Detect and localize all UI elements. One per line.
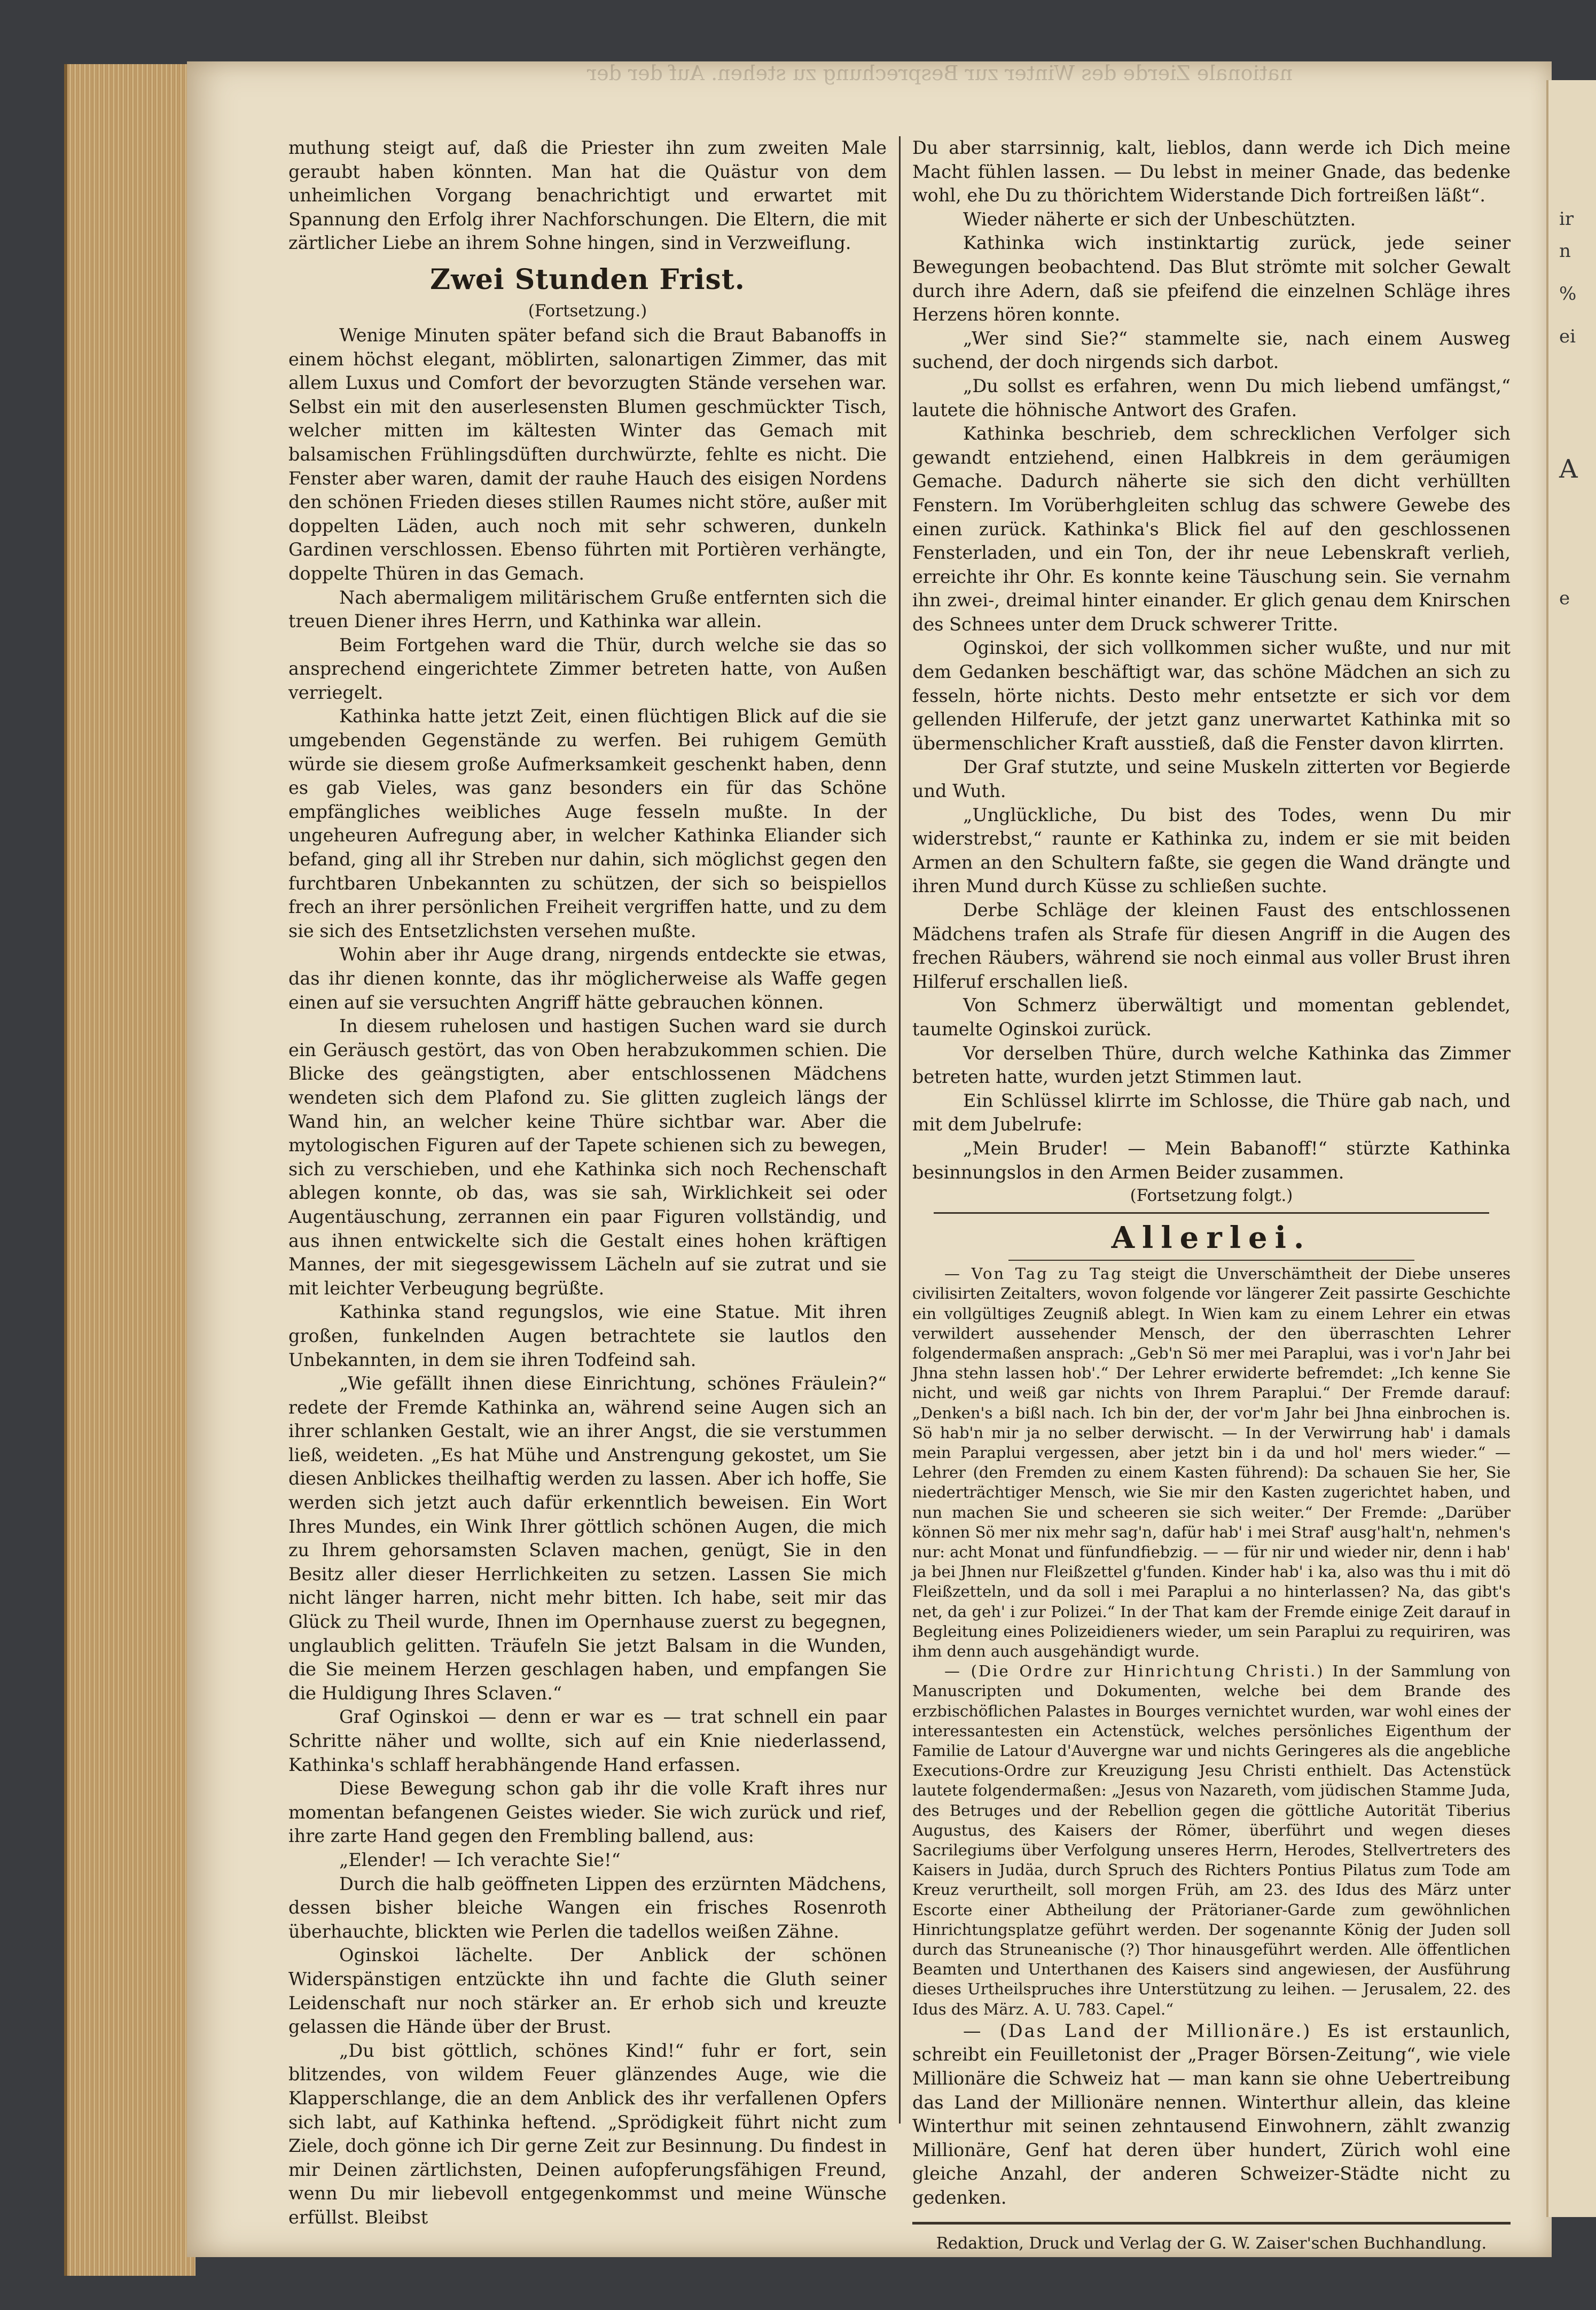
story-paragraph: „Mein Bruder! — Mein Babanoff!“ stürzte Kathinka besinnungslos in den Armen Beider zusammen.	[912, 1137, 1511, 1183]
story-paragraph: Wieder näherte er sich der Unbeschützten.	[963, 208, 1356, 230]
story-paragraph: Vor derselben Thüre, durch welche Kathinka das Zimmer betreten hatte, wurden jetzt Stimmen laut.	[912, 1042, 1511, 1088]
left-column	[288, 136, 887, 2229]
story-paragraph: „Du bist göttlich, schönes Kind!“ fuhr er fort, sein blitzendes, von wildem Feuer glänzendes Auge, wie die Klapperschlange, die an dem Anblick des ihr verfallenen Opfers sich labt, auf Kathinka heftend. „Sprödigkeit führt nicht zum Ziele, doch gönne ich Dir gerne Zeit zur Besinnung. Du findest in mir Deinen zärtlichsten, Deinen aufopferungsfähigen Freund, wenn Du mir liebevoll entgegenkommst und meine Wünsche erfüllst. Bleibst	[288, 2040, 887, 2228]
story-paragraph: „Elender! — Ich verachte Sie!“	[339, 1849, 621, 1870]
misc-item-lead: — (Die Ordre zur Hinrichtung Christi.)	[944, 1662, 1325, 1681]
story-paragraph: Der Graf stutzte, und seine Muskeln zitterten vor Begierde und Wuth.	[912, 756, 1511, 802]
adjacent-page-mark: n	[1559, 240, 1571, 262]
right-column	[912, 136, 1511, 2254]
story-paragraph: Du aber starrsinnig, kalt, lieblos, dann werde ich Dich meine Macht fühlen lassen. — Du lebst in meiner Gnade, das bedenke wohl, ehe Du zu thörichtem Widerstande Dich fortreißen läßt“.	[912, 137, 1511, 206]
story-paragraph: Kathinka stand regungslos, wie eine Statue. Mit ihren großen, funkelnden Augen betrachtete sie lautlos den Unbekannten, in dem sie ihren Todfeind sah.	[288, 1301, 887, 1370]
misc-item	[912, 1661, 1511, 2019]
misc-item-text: In der Sammlung von Manuscripten und Dokumenten, welche bei dem Brande des erzbischöflichen Palastes in Bourges vernichtet wurden, war wohl eines der interessantesten ein Actenstück, welches persönliches Eigenthum der Familie de Latour d'Auvergne war und nichts Geringeres als die angebliche Executions-Ordre zur Kreuzigung Jesu Christi enthielt. Das Actenstück lautete folgendermaßen: „Jesus von Nazareth, vom jüdischen Stamme Juda, des Betruges und der Rebellion gegen die göttliche Autorität Tiberius Augustus, des Kaisers der Römer, überführt und wegen dieses Sacrilegiums über Verfolgung unseres Herrn, Herodes, Stellvertreters des Kaisers in Judäa, durch Spruch des Richters Pontius Pilatus zum Tode am Kreuz verurtheilt, soll morgen Früh, am 23. des Idus des März unter Escorte einer Abtheilung der Prätorianer-Garde zum gewöhnlichen Hinrichtungsplatze geführt werden. Der sogenannte König der Juden soll durch das Struneanische (?) Thor hinausgeführt werden. Alle öffentlichen Beamten und Unterthanen des Kaisers sind angewiesen, der Ausführung dieses Urtheilspruches ihre Unterstützung zu leihen. — Jerusalem, 22. des Idus des März. A. U. 783. Capel.“	[912, 1662, 1511, 2018]
misc-item-lead: — Von Tag zu Tag	[944, 1265, 1123, 1283]
story-paragraph: Nach abermaligem militärischem Gruße entfernten sich die treuen Diener ihres Herrn, und Kathinka war allein.	[288, 587, 887, 632]
adjacent-page-mark: %	[1559, 283, 1577, 305]
misc-section-title: Allerlei.	[1111, 1220, 1312, 1256]
story-paragraph: Graf Oginskoi — denn er war es — trat schnell ein paar Schritte näher und wollte, sich auf ein Knie niederlassend, Kathinka's schlaff herabhängende Hand erfassen.	[288, 1706, 887, 1775]
story-paragraph: Oginskoi lächelte. Der Anblick der schönen Widerspänstigen entzückte ihn und fachte die Gluth seiner Leidenschaft nur noch stärker an. Er erhob sich und kreuzte gelassen die Hände über der Brust.	[288, 1945, 887, 2038]
story-paragraph: Beim Fortgehen ward die Thür, durch welche sie das so ansprechend eingerichtete Zimmer betreten hatte, von Außen verriegelt.	[288, 634, 887, 703]
misc-item	[912, 1264, 1511, 1661]
adjacent-page-mark: ei	[1559, 326, 1576, 347]
book-edge	[64, 64, 195, 2276]
story-paragraph: Diese Bewegung schon gab ihr die volle Kraft ihres nur momentan befangenen Geistes wieder. Sie wich zurück und rief, ihre zarte Hand gegen den Frembling ballend, aus:	[288, 1778, 887, 1847]
imprint-line: Redaktion, Druck und Verlag der G. W. Zaiser'schen Buchhandlung.	[936, 2234, 1487, 2253]
story-paragraph: Kathinka beschrieb, dem schrecklichen Verfolger sich gewandt entziehend, einen Halbkreis in dem geräumigen Gemache. Dadurch näherte sie sich den dicht verhüllten Fenstern. Im Vorüberhgleiten schlug das schwere Gewebe des einen zurück. Kathinka's Blick fiel auf den geschlossenen Fensterladen, und ein Ton, der ihr neue Lebenskraft verlieh, erreichte ihr Ohr. Es konnte keine Täuschung sein. Sie vernahm ihn zwei-, dreimal hinter einander. Er glich genau dem Knirschen des Schnees unter dem Druck schwerer Tritte.	[912, 423, 1511, 635]
imprint-rule	[912, 2222, 1511, 2225]
story-paragraph: Wenige Minuten später befand sich die Braut Babanoffs in einem höchst elegant, möblirten, salonartigen Zimmer, das mit allem Luxus und Comfort der bevorzugten Stände versehen war. Selbst ein mit den auserlesensten Blumen geschmückter Tisch, welcher mitten im kältesten Winter das Gemach mit balsamischen Frühlingsdüften durchwürzte, fehlte es nicht. Die Fenster aber waren, damit der rauhe Hauch des eisigen Nordens den schönen Frieden dieses stillen Raumes nicht störe, außer mit doppelten Läden, auch noch mit sehr schweren, dunkeln Gardinen verschlossen. Ebenso führten mit Portièren verhängte, doppelte Thüren in das Gemach.	[288, 324, 887, 584]
intro-paragraph: muthung steigt auf, daß die Priester ihn zum zweiten Male geraubt haben könnten. Man hat die Quästur von dem unheimlichen Vorgang benachrichtigt und erwartet mit Spannung den Erfolg ihrer Nachforschungen. Die Eltern, die mit zärtlicher Liebe an ihrem Sohne hingen, sind in Verzweiflung.	[288, 137, 887, 254]
story-paragraph: Ein Schlüssel klirrte im Schlosse, die Thüre gab nach, und mit dem Jubelrufe:	[912, 1090, 1511, 1135]
story-title: Zwei Stunden Frist.	[430, 263, 745, 296]
section-rule	[934, 1212, 1489, 1214]
story-paragraph: „Wer sind Sie?“ stammelte sie, nach einem Ausweg suchend, der doch nirgends sich darbot.	[912, 327, 1511, 373]
story-paragraph: Oginskoi, der sich vollkommen sicher wußte, und nur mit dem Gedanken beschäftigt war, das schöne Mädchen an sich zu fesseln, hörte nichts. Desto mehr entsetzte er sich vor dem gellenden Hilferufe, der jetzt ganz unerwartet Kathinka mit so übermenschlicher Kraft ausstieß, daß die Fenster davon klirrten.	[912, 637, 1511, 754]
story-continued-label: (Fortsetzung.)	[528, 301, 647, 321]
misc-item-lead: — (Das Land der Millionäre.)	[963, 2020, 1312, 2041]
misc-section	[912, 1264, 1511, 2019]
misc-item-text: steigt die Unverschämtheit der Diebe unseres civilisirten Zeitalters, wovon folgende vor längerer Zeit passirte Geschichte ein vollgültiges Zeugniß ablegt. In Wien kam zu einem Lehrer ein etwas verwildert aussehender Mensch, der den überraschten Lehrer folgendermaßen ansprach: „Geb'n Sö mer mei Paraplui, was i vor'n Jahr bei Jhna stehn lassen hob'.“ Der Lehrer erwiderte befremdet: „Ich kenne Sie nicht, und weiß gar nichts von Ihrem Paraplui.“ Der Fremde darauf: „Denken's a bißl nach. Ich bin der, der vor'm Jahr bei Jhna einbrochen is. Sö hab'n mir ja no selber derwischt. — In der Verwirrung hab' i damals mein Paraplui vergessen, aber jetzt bin i da und hol' mers wieder.“ — Lehrer (den Fremden zu einem Kasten führend): Da schauen Sie her, Sie niederträchtiger Mensch, wie Sie mir den Kasten zugerichtet haben, und nun machen Sie und scheeren sie sich weiter.“ Der Fremde: „Darüber können Sö mer nix mehr sag'n, dafür hab' i mei Straf' ausg'halt'n, nehmen's nur: acht Monat und fünfundfiebzig. — — für nir und wieder nir, denn i hab' ja bei Jhnen nur Fleißzettel g'funden. Kinder hab' i ka, also was thu i mit dö Fleißzetteln, und da soll i mei Paraplui a no hinterlassen? Na, das gibt's net, da geh' i zur Polizei.“ In der That kam der Fremde einige Zeit darauf in Begleitung eines Polizeidieners wieder, um sein Paraplui zu requiriren, was ihm denn auch ausgehändigt wurde.	[912, 1265, 1511, 1660]
misc-item-text: Es ist erstaunlich, schreibt ein Feuilletonist der „Prager Börsen-Zeitung“, wie viele Millionäre die Schweiz hat — man kann sie ohne Uebertreibung das Land der Millionäre nennen. Winterthur allein, das kleine Winterthur mit seinen zehntausend Einwohnern, zählt zwanzig Millionäre, Genf hat deren über hundert, Zürich wohl eine gleiche Anzahl, der anderen Schweizer-Städte nicht zu gedenken.	[912, 2020, 1511, 2208]
adjacent-page-edge	[1546, 80, 1596, 2217]
story-paragraph: „Du sollst es erfahren, wenn Du mich liebend umfängst,“ lautete die höhnische Antwort des Grafen.	[912, 375, 1511, 420]
to-be-continued-note: (Fortsetzung folgt.)	[1130, 1186, 1293, 1206]
story-paragraph: Durch die halb geöffneten Lippen des erzürnten Mädchens, dessen bisher bleiche Wangen ein frisches Rosenroth überhauchte, blickten wie Perlen die tadellos weißen Zähne.	[288, 1873, 887, 1942]
story-paragraph: In diesem ruhelosen und hastigen Suchen ward sie durch ein Geräusch gestört, das von Oben herabzukommen schien. Die Blicke des geängstigten, aber entschlossenen Mädchens wendeten sich dem Plafond zu. Sie glitten zugleich längs der Wand hin, an welcher keine Thüre sichtbar war. Aber die mytologischen Figuren auf der Tapete schienen sich zu bewegen, sich zu verschieben, und ehe Kathinka sich noch Rechenschaft ablegen konnte, ob das, was sie sah, Wirklichkeit sei oder Augentäuschung, zerrannen ein paar Figuren vollständig, und aus ihnen entwickelte sich die Gestalt eines hohen kräftigen Mannes, der mit siegesgewissem Lächeln auf sie zutrat und sie mit leichter Verbeugung begrüßte.	[288, 1016, 887, 1299]
story-paragraph: Derbe Schläge der kleinen Faust des entschlossenen Mädchens trafen als Strafe für diesen Angriff in die Augen des frechen Räubers, während sie noch einmal aus voller Brust ihren Hilferuf erschallen ließ.	[912, 900, 1511, 992]
adjacent-page-mark: e	[1559, 588, 1570, 609]
bleed-through-text: nationale Zierde des Winter zur Besprechung zu stehen. Auf der der	[586, 61, 1293, 85]
story-paragraph: „Wie gefällt ihnen diese Einrichtung, schönes Fräulein?“ redete der Fremde Kathinka an, während seine Augen sich an ihrer schlanken Gestalt, wie an ihrer Angst, die sie verstummen ließ, weideten. „Es hat Mühe und Anstrengung gekostet, um Sie diesen Anblickes theilhaftig werden zu lassen. Aber ich hoffe, Sie werden sich jetzt auch dafür erkenntlich beweisen. Ein Wort Ihres Mundes, ein Wink Ihrer göttlich schönen Augen, die mich zu Ihrem gehorsamsten Sclaven machen, genügt, Sie in den Besitz aller dieser Herrlichkeiten zu setzen. Lassen Sie mich nicht länger harren, nicht mehr bitten. Ich habe, seit mir das Glück zu Theil wurde, Ihnen im Opernhause zuerst zu begegnen, unglaublich gelitten. Träufeln Sie jetzt Balsam in die Wunden, die Sie meinem Herzen geschlagen haben, und empfangen Sie die Huldigung Ihres Sclaven.“	[288, 1373, 887, 1704]
adjacent-page-mark: ir	[1559, 208, 1574, 230]
story-paragraph: Von Schmerz überwältigt und momentan geblendet, taumelte Oginskoi zurück.	[912, 995, 1511, 1040]
title-underline	[1008, 1260, 1414, 1261]
story-paragraph: Wohin aber ihr Auge drang, nirgends entdeckte sie etwas, das ihr dienen konnte, das ihr möglicherweise als Waffe gegen einen auf sie versuchten Angriff hätte gebrauchen können.	[288, 944, 887, 1013]
story-paragraph: „Unglückliche, Du bist des Todes, wenn Du mir widerstrebst,“ raunte er Kathinka zu, indem er sie mit beiden Armen an den Schultern faßte, sie gegen die Wand drängte und ihren Mund durch Küsse zu schließen suchte.	[912, 804, 1511, 897]
column-divider	[899, 136, 901, 2124]
adjacent-page-mark: A	[1559, 454, 1578, 484]
story-paragraph: Kathinka hatte jetzt Zeit, einen flüchtigen Blick auf die sie umgebenden Gegenstände zu werfen. Bei ruhigem Gemüth würde sie diesem große Aufmerksamkeit geschenkt haben, denn es gab Vieles, was ganz besonders ein für das Schöne empfängliches weibliches Auge fesseln mußte. In der ungeheuren Aufregung aber, in welcher Kathinka Eliander sich befand, ging all ihr Streben nur dahin, sich möglichst gegen den furchtbaren Unbekannten zu schützen, der sich so beispiellos frech an ihrer persönlichen Freiheit vergriffen hatte, und zu dem sie sich des Entsetzlichsten versehen mußte.	[288, 706, 887, 941]
misc-item	[912, 2019, 1511, 2210]
story-paragraph: Kathinka wich instinktartig zurück, jede seiner Bewegungen beobachtend. Das Blut strömte mit solcher Gewalt durch ihre Adern, daß sie pfeifend die einzelnen Schläge ihres Herzens hören konnte.	[912, 232, 1511, 325]
